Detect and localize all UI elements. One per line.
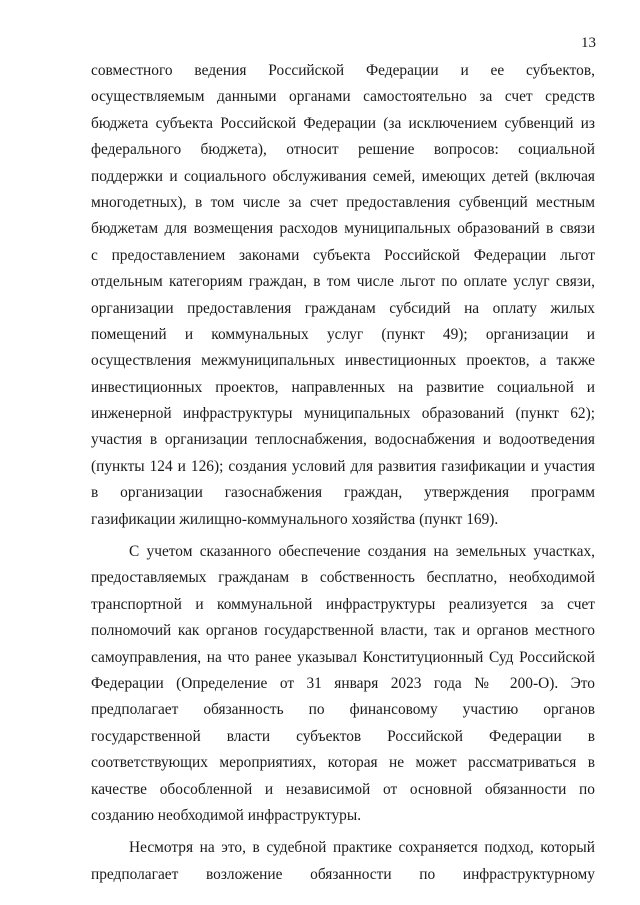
text-line: предполагает обязанность по финансовому участию органов — [91, 701, 595, 719]
paragraph-3 — [91, 835, 595, 888]
text-line: осуществления межмуниципальных инвестиционных проектов, а также — [91, 352, 595, 370]
text-line: организации предоставления гражданам субсидий на оплату жилых — [91, 299, 595, 317]
text-line: предполагает возложение обязанности по инфраструктурному — [91, 865, 595, 883]
text-line: полномочий как органов государственной власти, так и органов местного — [91, 622, 595, 640]
text-line: отдельным категориям граждан, в том числе льгот по оплате услуг связи, — [91, 273, 595, 291]
paragraph-2 — [91, 539, 595, 829]
text-line: самоуправления, на что ранее указывал Конституционный Суд Российской — [91, 648, 595, 666]
text-line: созданию необходимой инфраструктуры. — [91, 806, 362, 824]
text-line: осуществляемым данными органами самостоятельно за счет средств — [91, 88, 595, 106]
text-line: Федерации (Определение от 31 января 2023 года № 200-О). Это — [91, 674, 595, 692]
page-number: 13 — [581, 35, 596, 51]
text-line: государственной власти субъектов Российской Федерации в — [91, 727, 595, 745]
document-body — [91, 58, 595, 888]
text-line: федерального бюджета), относит решение вопросов: социальной — [91, 141, 595, 159]
text-line: транспортной и коммунальной инфраструктуры реализуется за счет — [91, 595, 595, 613]
text-line: С учетом сказанного обеспечение создания на земельных участках, — [129, 543, 595, 561]
text-line: помещений и коммунальных услуг (пункт 49); организации и — [91, 325, 595, 343]
text-line: поддержки и социального обслуживания семей, имеющих детей (включая — [91, 167, 595, 185]
text-line: инженерной инфраструктуры муниципальных образований (пункт 62); — [91, 405, 595, 423]
text-line: соответствующих мероприятиях, которая не может рассматриваться в — [91, 754, 595, 772]
text-line: газификации жилищно-коммунального хозяйства (пункт 169). — [91, 510, 499, 528]
paragraph-1 — [91, 58, 595, 533]
text-line: бюджетам для возмещения расходов муниципальных образований в связи — [91, 220, 595, 238]
text-line: (пункты 124 и 126); создания условий для развития газификации и участия — [91, 457, 595, 475]
text-line: многодетных), в том числе за счет предоставления субвенций местным — [91, 193, 595, 211]
text-line: бюджета субъекта Российской Федерации (за исключением субвенций из — [91, 114, 595, 132]
text-line: инвестиционных проектов, направленных на развитие социальной и — [91, 378, 595, 396]
text-line: совместного ведения Российской Федерации и ее субъектов, — [91, 62, 595, 79]
text-line: Несмотря на это, в судебной практике сохраняется подход, который — [129, 839, 595, 857]
text-line: в организации газоснабжения граждан, утверждения программ — [91, 484, 595, 502]
text-line: качестве обособленной и независимой от основной обязанности по — [91, 780, 595, 798]
text-line: с предоставлением законами субъекта Российской Федерации льгот — [91, 246, 595, 264]
text-line: участия в организации теплоснабжения, водоснабжения и водоотведения — [91, 431, 595, 449]
text-line: предоставляемых гражданам в собственность бесплатно, необходимой — [91, 569, 595, 587]
